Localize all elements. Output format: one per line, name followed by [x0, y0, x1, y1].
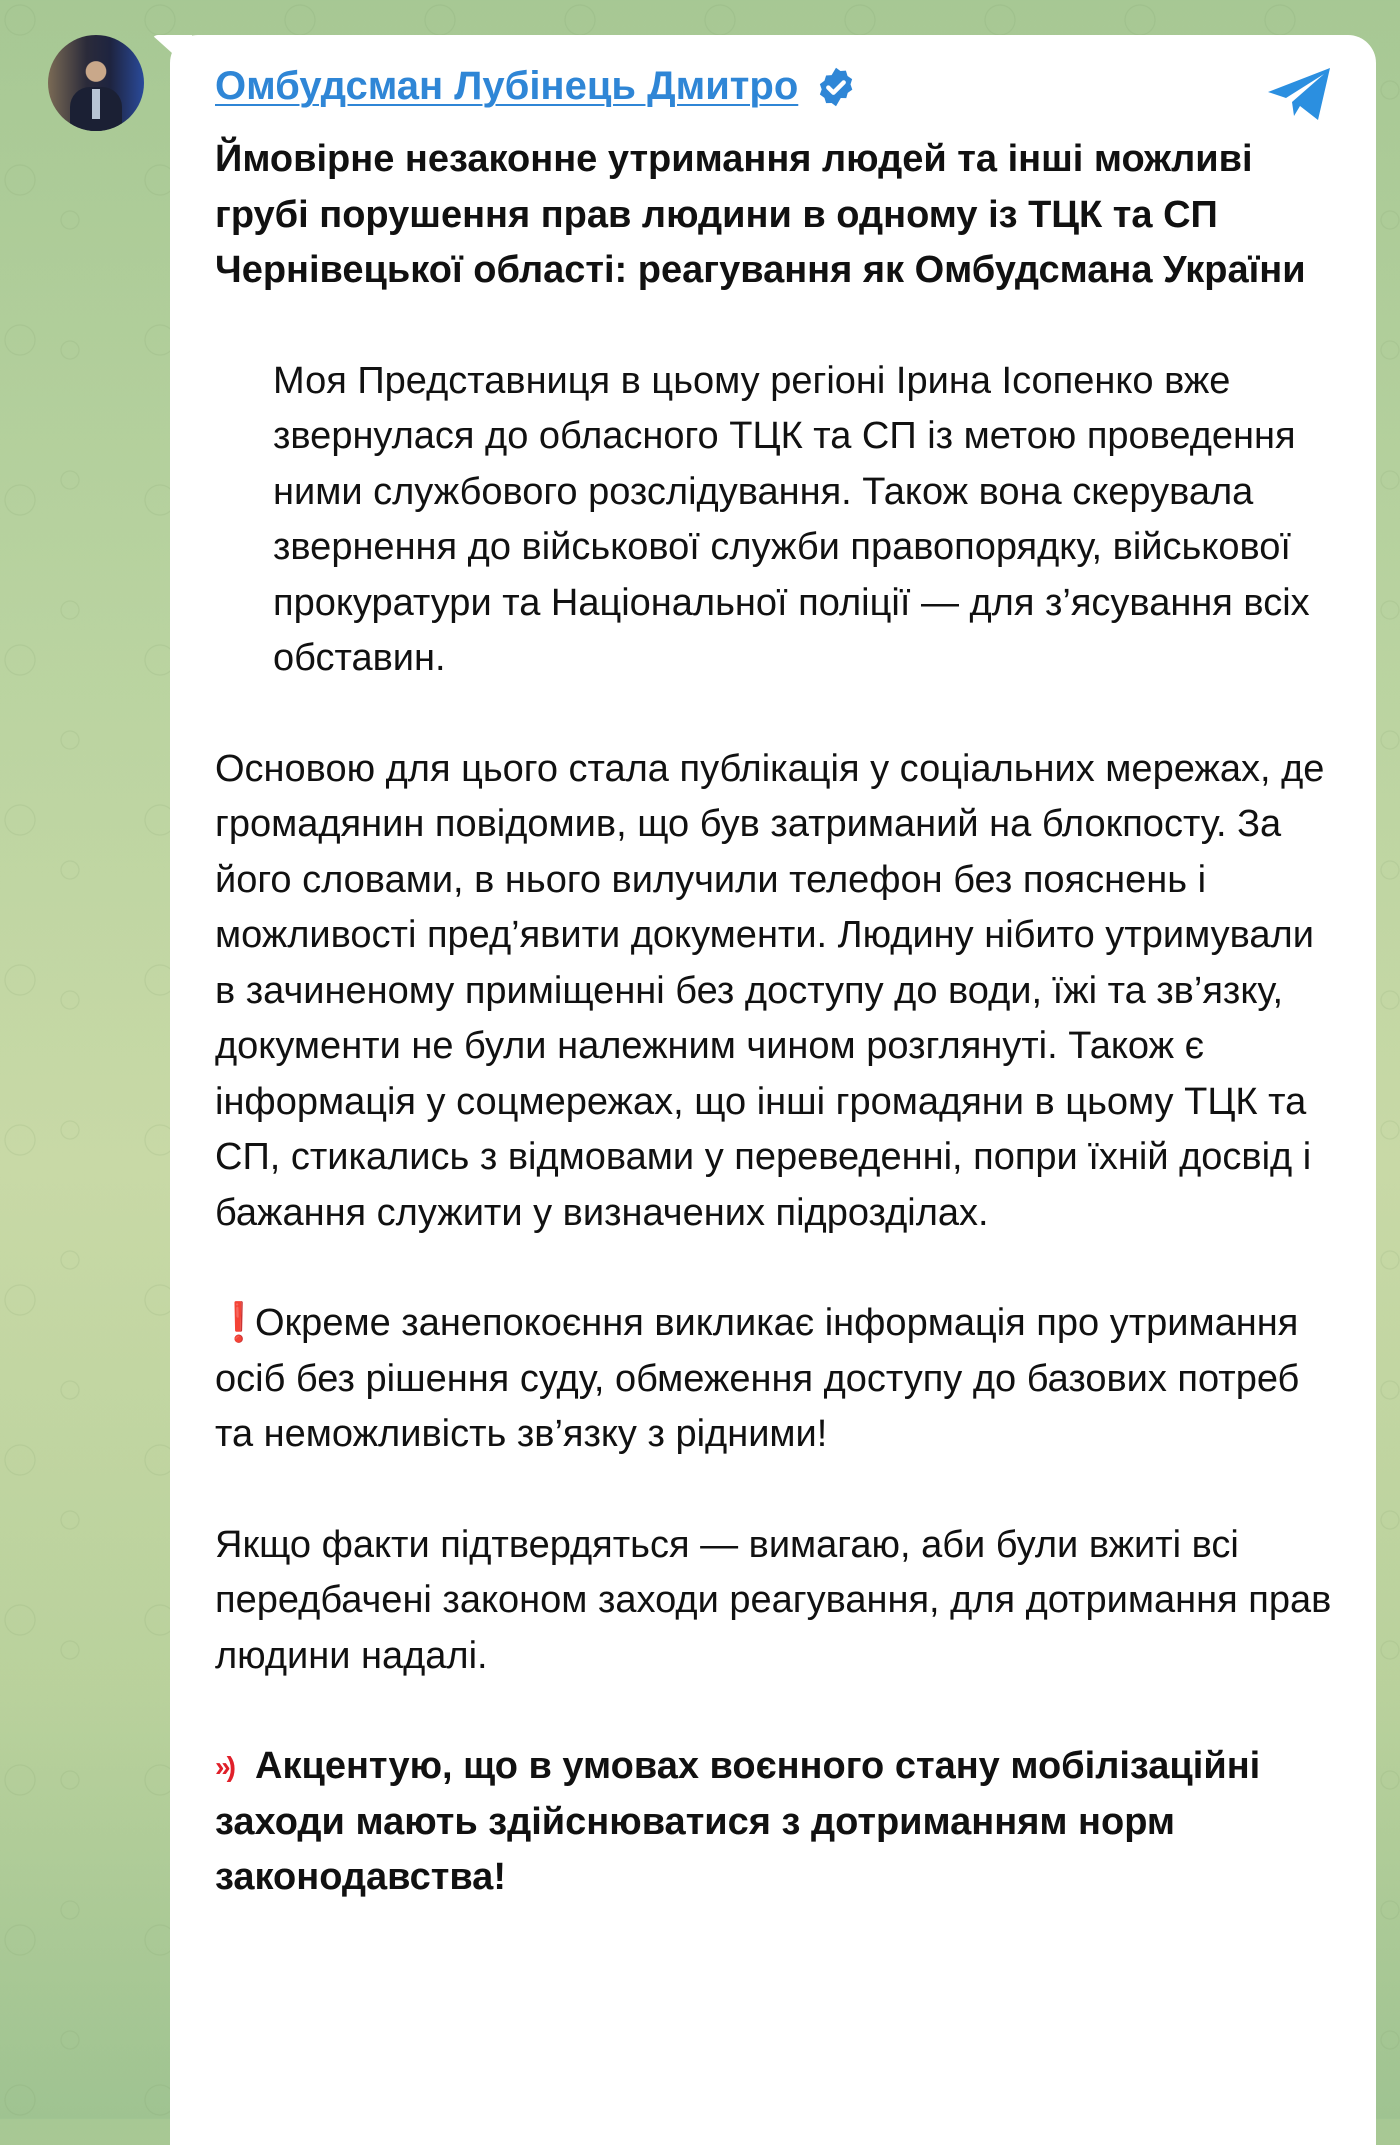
message-body — [215, 132, 1340, 1906]
post-title: Ймовірне незаконне утримання людей та інші можливі грубі порушення прав людини в одному із ТЦК та СП Чернівецької області: реагування як Омбудсмана України — [215, 138, 1306, 291]
message-header — [215, 64, 858, 109]
post-paragraph-3: Окреме занепокоєння викликає інформація про утримання осіб без рішення суду, обмеження доступу до базових потреб та неможливість зв’язку з рідними! — [215, 1302, 1300, 1455]
verified-badge-icon — [814, 65, 858, 109]
spacer — [215, 299, 1340, 354]
spacer — [215, 1684, 1340, 1739]
avatar-figure-shirt — [92, 89, 100, 119]
post-paragraph-4: Якщо факти підтвердяться — вимагаю, аби були вжиті всі передбачені законом заходи реагування, для дотримання прав людини надалі. — [215, 1523, 1332, 1677]
spacer — [215, 1463, 1340, 1518]
post-paragraph-5-wrap — [215, 1739, 1340, 1906]
loudspeaker-icon: ») — [215, 1751, 232, 1782]
spacer — [215, 1241, 1340, 1296]
telegram-share-icon[interactable] — [1266, 66, 1334, 122]
exclamation-icon: ❗ — [215, 1302, 263, 1344]
post-paragraph-3-wrap — [215, 1296, 1340, 1463]
post-paragraph-5: Акцентую, що в умовах воєнного стану мобілізаційні заходи мають здійснюватися з дотриманням норм законодавства! — [215, 1745, 1261, 1898]
post-paragraph-2: Основою для цього стала публікація у соціальних мережах, де громадянин повідомив, що був затриманий на блокпосту. За його словами, в нього вилучили телефон без пояснень і можливості пред’явити документи. Людину нібито утримували в зачиненому приміщенні без доступу до води, їжі та зв’язку, документи не були належним чином розглянуті. Також є інформація у соцмережах, що інші громадяни в цьому ТЦК та СП, стикались з відмовами у переведенні, попри їхній досвід і бажання служити у визначених підрозділах. — [215, 747, 1325, 1234]
channel-avatar[interactable] — [48, 35, 144, 131]
spacer — [215, 687, 1340, 742]
post-paragraph-1: Моя Представниця в цьому регіоні Ірина Ісопенко вже звернулася до обласного ТЦК та СП із метою проведення ними службового розслідування. Також вона скерувала звернення до військової служби правопорядку, військової прокуратури та Національної поліції — для з’ясування всіх обставин. — [273, 359, 1310, 679]
sender-name-link[interactable]: Омбудсман Лубінець Дмитро — [215, 64, 799, 108]
